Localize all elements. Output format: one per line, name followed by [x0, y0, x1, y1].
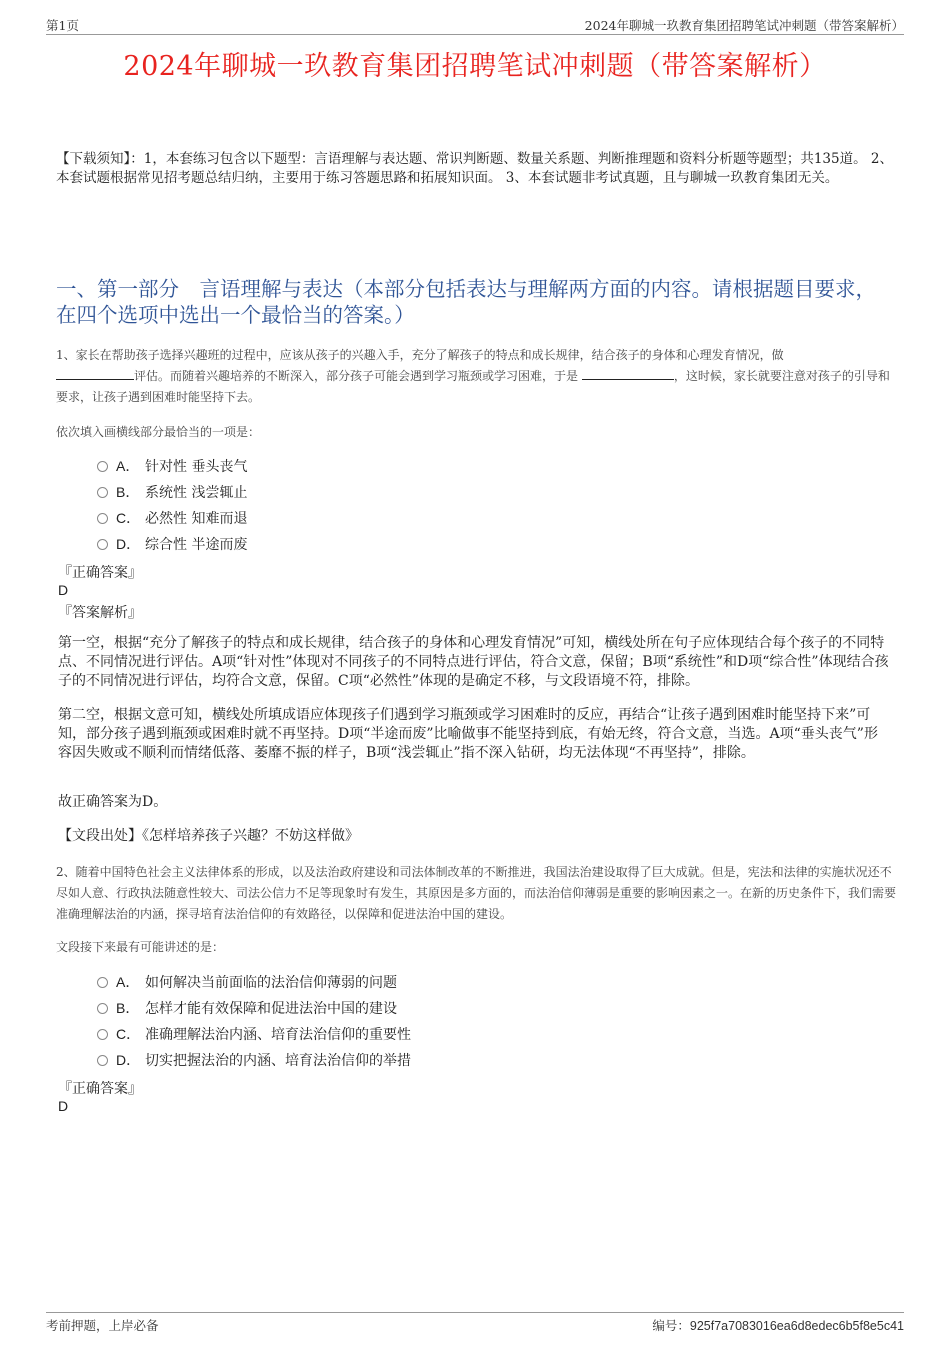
option-text: 综合性 半途而废 [145, 537, 248, 553]
radio-button-icon[interactable] [97, 1029, 108, 1040]
option-d[interactable]: D． 切实把握法治的内涵、培育法治信仰的举措 [97, 1050, 411, 1076]
option-text: 系统性 浅尝辄止 [145, 485, 248, 501]
analysis-paragraph-2: 第二空，根据文意可知，横线处所填成语应体现孩子们遇到学习瓶颈或学习困难时的反应，再结合“让孩子遇到困难时能坚持下来”可知，部分孩子遇到瓶颈或困难时就不再坚持。D项“半途而废”比喻做事不能坚持到底，有始无终，符合文意，当选。A项“垂头丧气”形容因失败或不顺利而情绪低落、萎靡不振的样子，B项“浅尝辄止”指不深入钻研，均无法体现“不再坚持”，排除。 [58, 707, 878, 761]
option-text: 针对性 垂头丧气 [145, 459, 248, 475]
radio-button-icon[interactable] [97, 461, 108, 472]
option-b[interactable]: B． 系统性 浅尝辄止 [97, 482, 247, 508]
analysis-label: 『答案解析』 [58, 605, 142, 621]
answer-label: 『正确答案』 [58, 565, 142, 581]
analysis-conclusion: 故正确答案为D。 [58, 794, 168, 810]
option-text: 如何解决当前面临的法治信仰薄弱的问题 [145, 975, 397, 991]
option-c[interactable]: C． 准确理解法治内涵、培育法治信仰的重要性 [97, 1024, 411, 1050]
header-doc-title: 2024年聊城一玖教育集团招聘笔试冲刺题（带答案解析） [584, 18, 904, 33]
radio-button-icon[interactable] [97, 977, 108, 988]
option-c[interactable]: C． 必然性 知难而退 [97, 508, 247, 534]
radio-button-icon[interactable] [97, 539, 108, 550]
footer-code [652, 1316, 904, 1334]
analysis-paragraph-1: 第一空，根据“充分了解孩子的特点和成长规律，结合孩子的身体和心理发育情况”可知，横线处所在句子应体现结合每个孩子的不同特点、不同情况进行评估。A项“针对性”体现对不同孩子的不同特点进行评估，符合文意，保留；B项“系统性”和D项“综合性”体现结合孩子的不同情况进行评估，均符合文意，保留。C项“必然性”体现的是确定不移，与文段语境不符，排除。 [58, 635, 889, 689]
option-d[interactable]: D． 综合性 半途而废 [97, 534, 247, 560]
answer-value: D [58, 582, 69, 598]
passage-source: 【文段出处】《怎样培养孩子兴趣？不妨这样做》 [58, 828, 359, 844]
question-1-prompt: 依次填入画横线部分最恰当的一项是： [56, 425, 261, 439]
option-b[interactable]: B． 怎样才能有效保障和促进法治中国的建设 [97, 998, 411, 1024]
code-value: 925f7a7083016ea6d8edec6b5f8e5c41 [689, 1319, 904, 1333]
option-text: 必然性 知难而退 [145, 511, 248, 527]
question-1-options [97, 456, 247, 560]
answer-blank-1 [56, 368, 134, 380]
radio-button-icon[interactable] [97, 487, 108, 498]
page-number: 第1页 [46, 18, 79, 33]
question-1-text-part-c: ，这时候，家长就要注意对孩子的引导和要求，让孩子遇到困难时能坚持下去。 [56, 369, 890, 404]
answer-label: 『正确答案』 [58, 1081, 142, 1097]
question-2-prompt: 文段接下来最有可能讲述的是： [56, 940, 225, 954]
answer-value: D [58, 1098, 69, 1114]
section-heading: 一、第一部分 言语理解与表达（本部分包括表达与理解两方面的内容。请根据题目要求，在四个选项中选出一个最恰当的答案。） [56, 277, 876, 327]
page-header [46, 14, 904, 35]
code-label: 编号： [652, 1318, 690, 1333]
answer-blank-2 [582, 368, 674, 380]
option-text: 准确理解法治内涵、培育法治信仰的重要性 [145, 1027, 411, 1043]
question-1-text-part-a: 1、家长在帮助孩子选择兴趣班的过程中，应该从孩子的兴趣入手，充分了解孩子的特点和成长规律，结合孩子的身体和心理发育情况，做 [56, 348, 784, 362]
option-text: 怎样才能有效保障和促进法治中国的建设 [145, 1001, 397, 1017]
question-2-text: 2、随着中国特色社会主义法律体系的形成，以及法治政府建设和司法体制改革的不断推进，我国法治建设取得了巨大成就。但是，宪法和法律的实施状况还不尽如人意、行政执法随意性较大、司法公信力不足等现象时有发生，其原因是多方面的，而法治信仰薄弱是重要的影响因素之一。在新的历史条件下，我们需要准确理解法治的内涵，探寻培育法治信仰的有效路径，以保障和促进法治中国的建设。 [56, 865, 897, 921]
document-title: 2024年聊城一玖教育集团招聘笔试冲刺题（带答案解析） [123, 51, 827, 82]
question-2-options [97, 972, 411, 1076]
radio-button-icon[interactable] [97, 1003, 108, 1014]
option-text: 切实把握法治的内涵、培育法治信仰的举措 [145, 1053, 411, 1069]
question-1-text-part-b: 评估。而随着兴趣培养的不断深入，部分孩子可能会遇到学习瓶颈或学习困难，于是 [134, 369, 579, 383]
option-a[interactable]: A． 针对性 垂头丧气 [97, 456, 247, 482]
page-footer [46, 1312, 904, 1335]
option-a[interactable]: A． 如何解决当前面临的法治信仰薄弱的问题 [97, 972, 411, 998]
footer-slogan: 考前押题，上岸必备 [46, 1318, 159, 1333]
radio-button-icon[interactable] [97, 513, 108, 524]
radio-button-icon[interactable] [97, 1055, 108, 1066]
download-notice: 【下载须知】：1，本套练习包含以下题型：言语理解与表达题、常识判断题、数量关系题、判断推理题和资料分析题等题型；共135道。 2、本套试题根据常见招考题总结归纳，主要用于练习答题思路和拓展知识面。 3、本套试题非考试真题，且与聊城一玖教育集团无关。 [56, 151, 893, 186]
question-1-text [56, 345, 896, 408]
